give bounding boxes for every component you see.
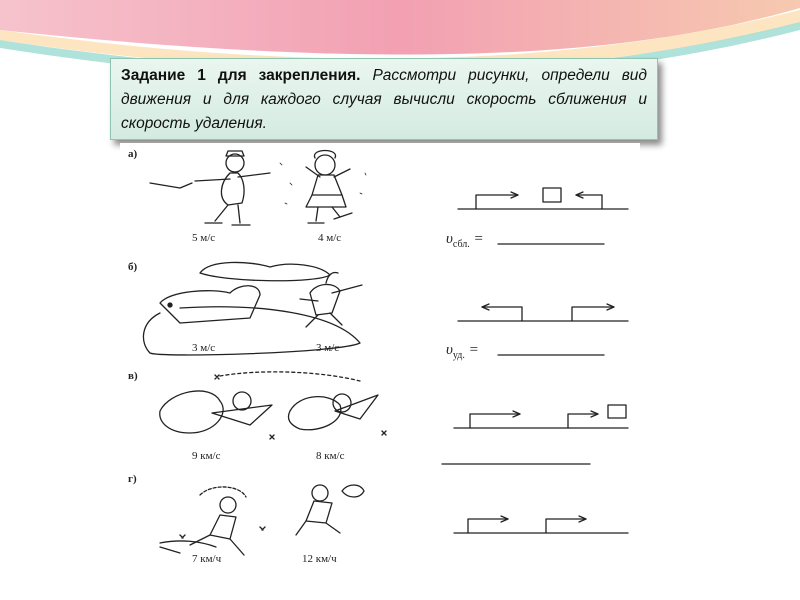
skaters-illustration (150, 151, 366, 226)
worksheet-drawings (120, 143, 640, 573)
exercise-label-d: г) (128, 473, 137, 485)
speed-a-left: 5 м/с (192, 232, 216, 244)
diagram-b (458, 304, 628, 321)
task-instruction: Рассмотри рисунки, определи вид движения и для каждого случая вычисли скорость сближения и скорость удаления. (121, 67, 647, 132)
runners-illustration (160, 485, 364, 555)
speed-d-left: 7 км/ч (192, 553, 222, 565)
diagram-c (442, 405, 628, 464)
task-instruction-box (110, 58, 658, 140)
exercise-label-a: а) (128, 148, 138, 160)
separation-speed-formula: $\upsilon_{уд.}$ = (446, 342, 479, 361)
speed-a-right: 4 м/с (318, 232, 342, 244)
worksheet-scan (120, 143, 640, 573)
speed-c-right: 8 км/с (316, 450, 345, 462)
exercise-label-c: в) (128, 370, 138, 382)
diagram-d (454, 516, 628, 533)
speed-c-left: 9 км/с (192, 450, 221, 462)
rockets-illustration (160, 372, 386, 439)
diagram-a (458, 188, 628, 209)
task-title: Задание 1 для закрепления. (121, 67, 361, 84)
speed-b-left: 3 м/с (192, 342, 216, 354)
exercise-label-b: б) (128, 261, 138, 273)
speed-d-right: 12 км/ч (302, 553, 337, 565)
speed-b-right: 3 м/с (316, 342, 340, 354)
approach-speed-formula: $\upsilon_{сбл.}$ = (446, 231, 484, 250)
